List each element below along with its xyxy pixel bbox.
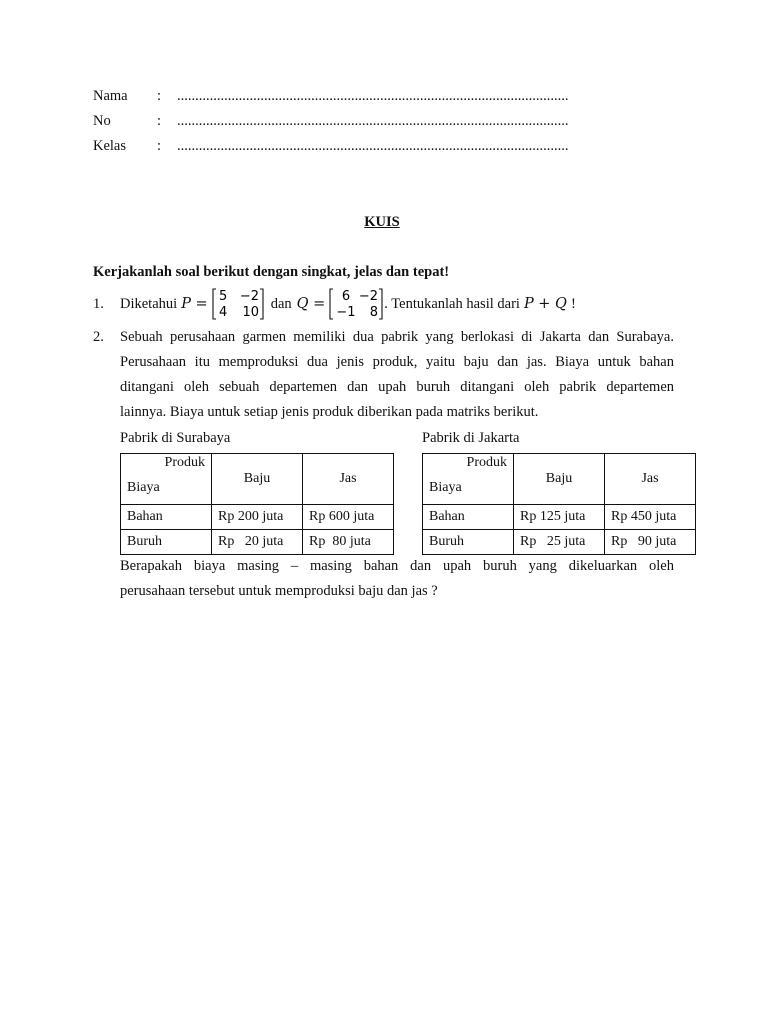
page-title: KUIS [364,214,400,230]
row-label: Buruh [423,530,514,555]
p-matrix-cell: −2 [239,289,259,304]
row-label: Buruh [121,530,212,555]
q-matrix-cell: 8 [370,305,379,320]
table-row [121,505,394,530]
question-1-text [120,287,576,321]
cell-jas: Rp 90 juta [605,530,696,555]
cell-baju: Rp 20 juta [212,530,303,555]
q1-text-c: . Tentukanlah hasil dari [384,295,520,312]
field-label-kelas: Kelas [93,138,127,154]
table-corner-cell [423,454,514,505]
row-label: Bahan [121,505,212,530]
jakarta-caption: Pabrik di Jakarta [422,430,520,446]
q2-line: lainnya. Biaya untuk setiap jenis produk diberikan pada matriks berikut. [120,404,539,420]
cell-baju: Rp 200 juta [212,505,303,530]
q-label: Q = [296,296,326,312]
header-baju: Baju [514,454,605,505]
header-produk: Produk [466,455,507,470]
q2-question-line: Berapakah biaya masing – masing bahan dan upah buruh yang dikeluarkan oleh [120,558,674,574]
cell-baju: Rp 25 juta [514,530,605,555]
q2-line: Perusahaan itu memproduksi dua jenis produk, yaitu baju dan jas. Biaya untuk bahan [120,354,674,370]
header-biaya: Biaya [429,480,462,495]
header-jas: Jas [605,454,696,505]
p-matrix-cell: 10 [242,305,259,320]
cell-jas: Rp 450 juta [605,505,696,530]
field-colon: : [157,138,162,154]
q1-text-a: Diketahui [120,295,178,312]
field-blank-no: ............................................................................................................ [177,113,569,129]
table-row [121,530,394,555]
row-label: Bahan [423,505,514,530]
field-blank-kelas: ............................................................................................................ [177,138,569,154]
q2-line: Sebuah perusahaan garmen memiliki dua pabrik yang berlokasi di Jakarta dan Surabaya. [120,329,674,345]
cell-jas: Rp 80 juta [303,530,394,555]
header-baju: Baju [212,454,303,505]
header-biaya: Biaya [127,480,160,495]
header-jas: Jas [303,454,394,505]
p-label: P = [181,296,208,312]
q-matrix-cell: −2 [359,289,379,304]
cell-jas: Rp 600 juta [303,505,394,530]
question-number: 1. [93,296,104,312]
field-label-nama: Nama [93,88,128,104]
surabaya-caption: Pabrik di Surabaya [120,430,231,446]
q-matrix [328,287,384,321]
q1-text-b: dan [270,295,292,312]
header-produk: Produk [164,455,205,470]
p-matrix-cell: 5 [218,289,227,304]
q-matrix-cell: 6 [342,289,351,304]
instruction: Kerjakanlah soal berikut dengan singkat, jelas dan tepat! [93,264,450,280]
table-header-row [423,454,696,505]
field-colon: : [157,113,162,129]
q1-expression: P + Q [523,296,567,312]
q2-question-line: perusahaan tersebut untuk memproduksi baju dan jas ? [120,583,438,599]
table-header-row [121,454,394,505]
surabaya-cost-table [120,453,394,555]
question-number: 2. [93,329,104,345]
field-label-no: No [93,113,111,129]
jakarta-cost-table [422,453,696,555]
field-blank-nama: ............................................................................................................ [177,88,569,104]
cell-baju: Rp 125 juta [514,505,605,530]
p-matrix [211,287,265,321]
q2-line: ditangani oleh sebuah departemen dan upah buruh ditangani oleh pabrik departemen [120,379,674,395]
table-corner-cell [121,454,212,505]
p-matrix-cell: 4 [218,305,227,320]
q-matrix-cell: −1 [336,305,356,320]
table-row [423,505,696,530]
table-row [423,530,696,555]
field-colon: : [157,88,162,104]
q1-text-d: ! [570,295,576,312]
